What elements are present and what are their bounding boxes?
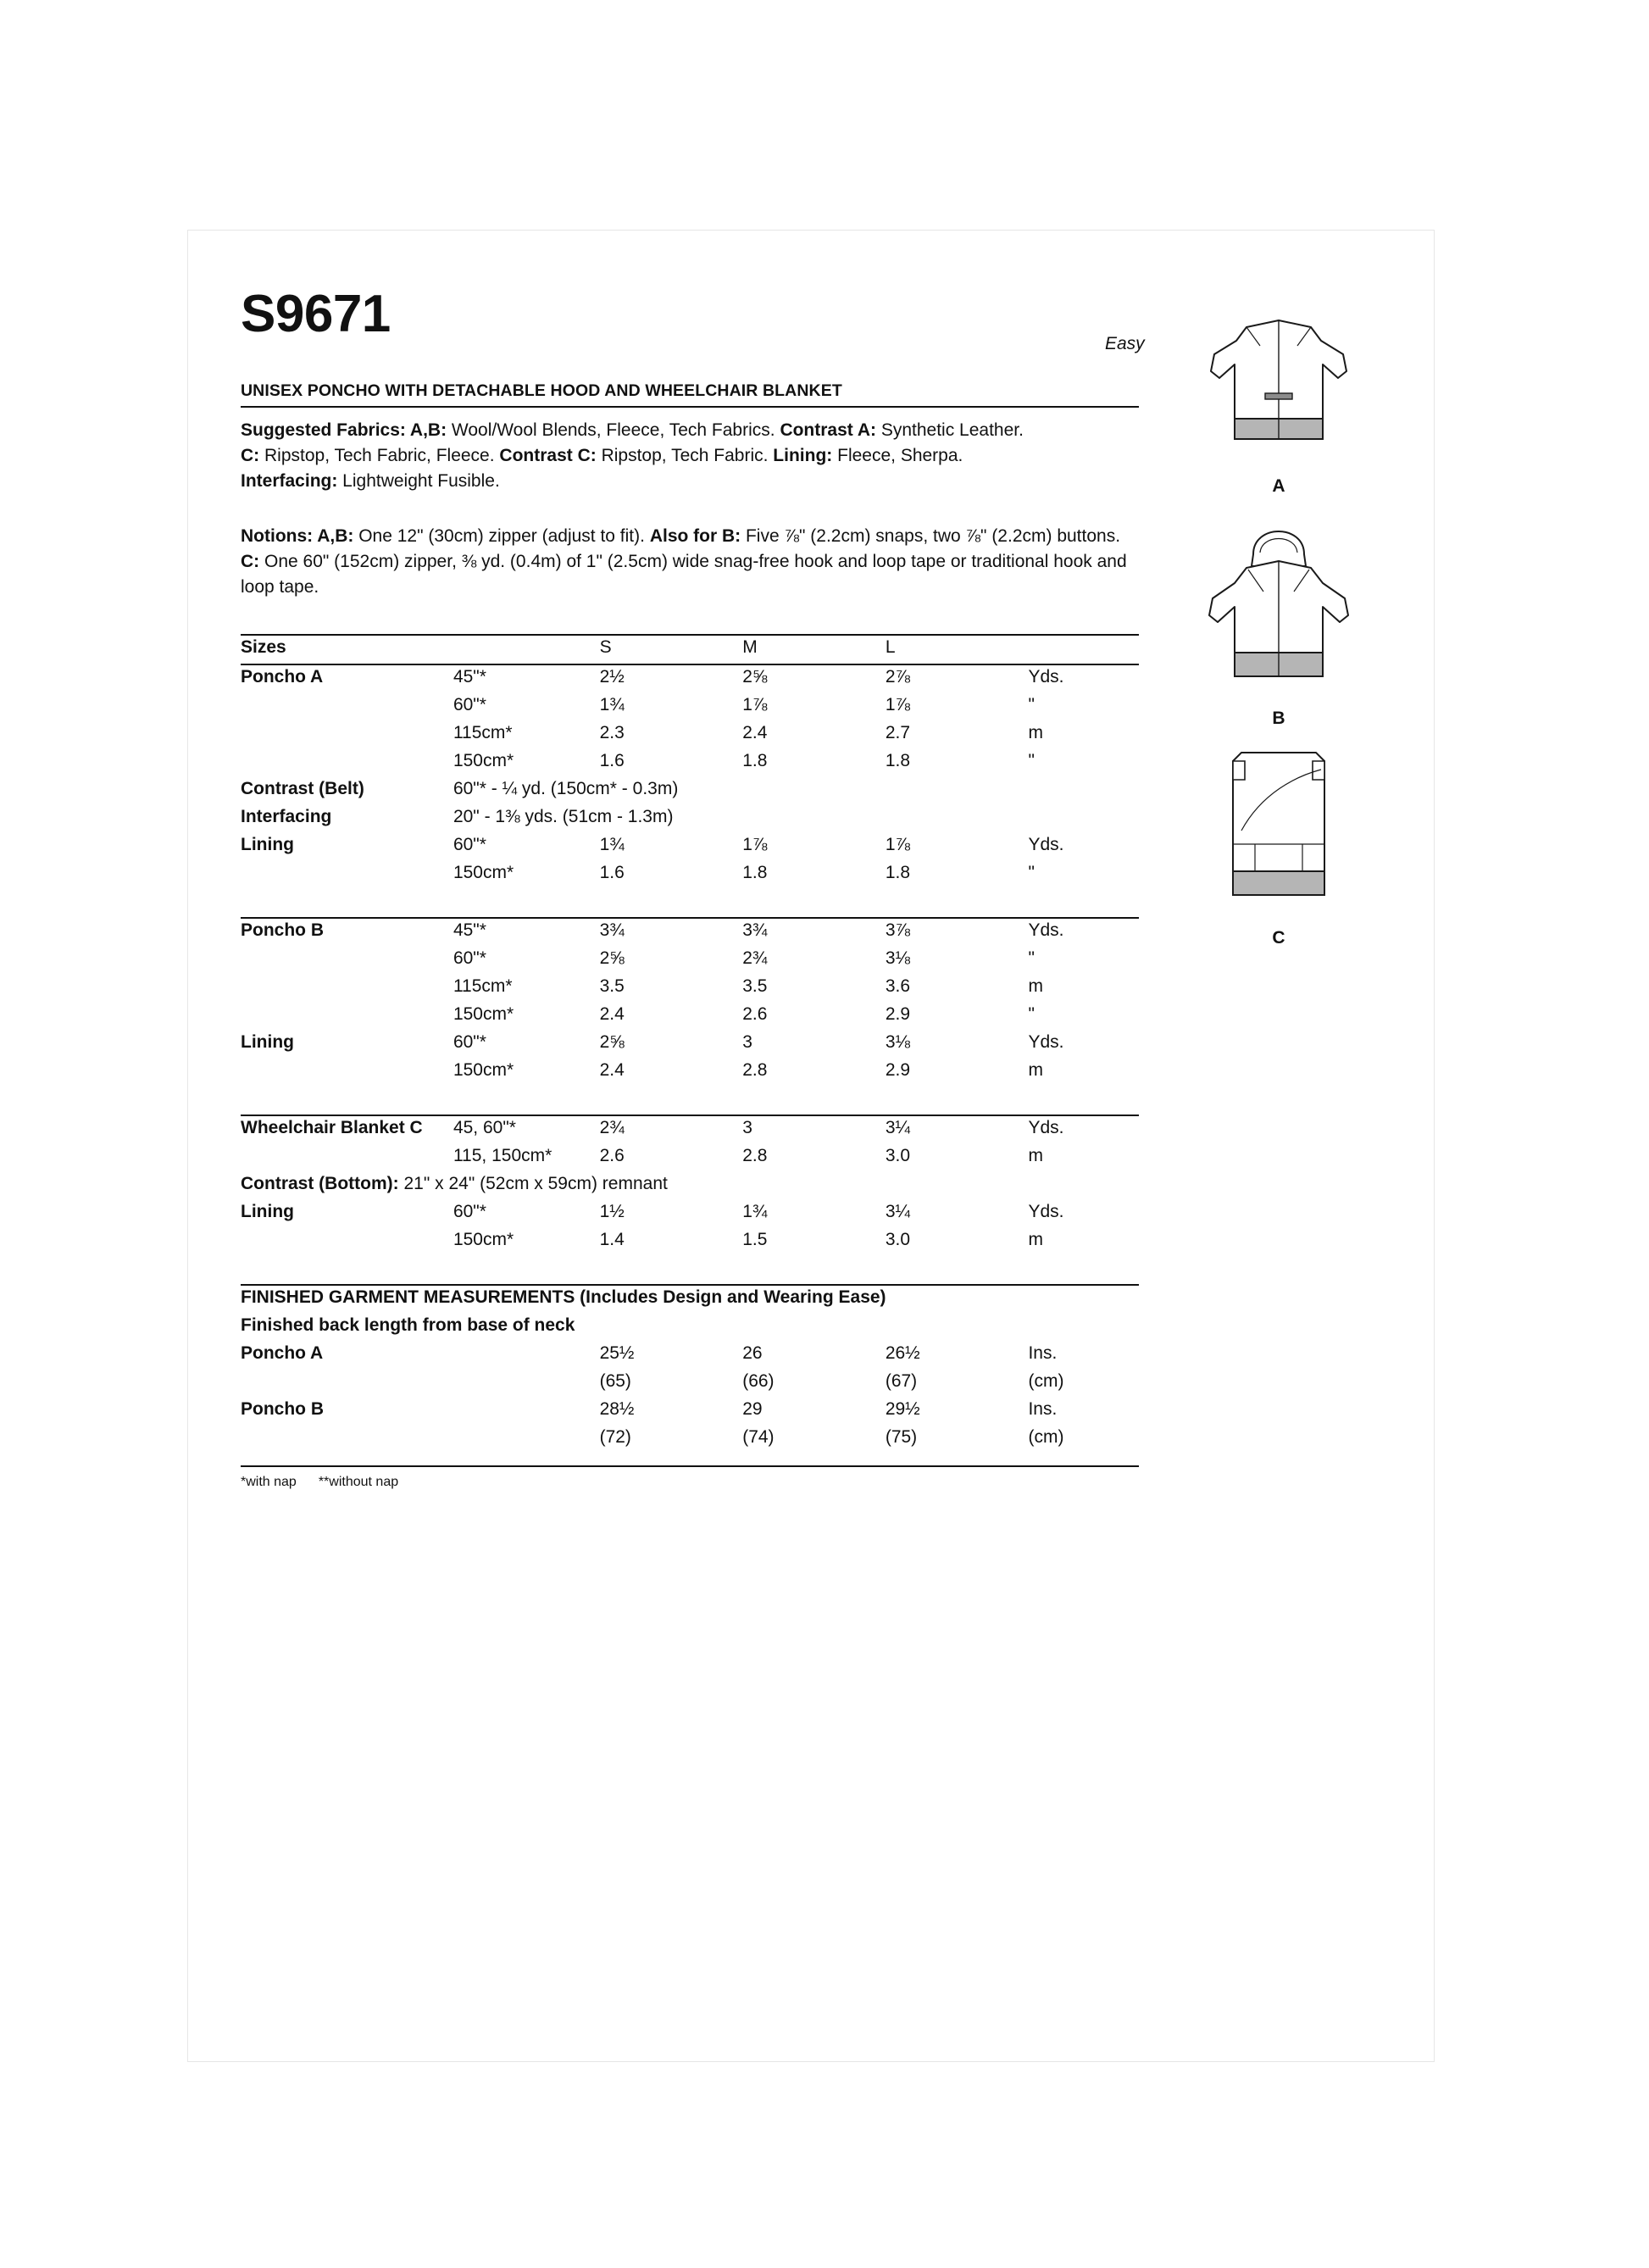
finished-measurements-heading: FINISHED GARMENT MEASUREMENTS (Includes Design and Wearing Ease) xyxy=(241,1285,1139,1314)
row-fabric-width: 60"* xyxy=(453,834,486,854)
row-unit: " xyxy=(1028,750,1035,770)
row-value-l: 1⅞ xyxy=(885,694,911,714)
table-row xyxy=(241,1115,1139,1144)
row-value-m: 1.8 xyxy=(742,862,768,882)
row-label xyxy=(241,1003,453,1031)
poncho-b-illustration xyxy=(1173,510,1385,729)
row-fabric-width xyxy=(453,1426,600,1454)
row-fabric-width: 60"* xyxy=(453,1031,486,1052)
table-row xyxy=(241,1342,1139,1370)
row-value-l: 1.8 xyxy=(885,750,911,770)
row-value-s: 28½ xyxy=(599,1398,635,1419)
table-row xyxy=(241,1398,1139,1426)
row-value-s: 2.4 xyxy=(599,1003,625,1024)
table-row xyxy=(241,861,1139,889)
row-value-l: 3.0 xyxy=(885,1145,911,1165)
column-header-width xyxy=(453,635,600,664)
row-unit: m xyxy=(1028,1229,1043,1249)
row-value-m: 3.5 xyxy=(742,976,768,996)
row-label: Lining xyxy=(241,834,294,854)
row-fabric-width: 45"* xyxy=(453,664,600,693)
wheelchair-blanket-c-illustration xyxy=(1173,742,1385,948)
row-label xyxy=(241,749,453,777)
pattern-title-bar xyxy=(241,381,1139,408)
yardage-chart xyxy=(241,634,1139,1454)
row-value-l: 2.9 xyxy=(885,1003,911,1024)
table-row xyxy=(241,975,1139,1003)
row-value-s: (72) xyxy=(599,1426,631,1447)
row-label xyxy=(241,1144,453,1172)
row-label: Wheelchair Blanket C xyxy=(241,1115,453,1144)
pattern-title: UNISEX PONCHO WITH DETACHABLE HOOD AND WHEELCHAIR BLANKET xyxy=(241,381,842,400)
row-label xyxy=(241,693,453,721)
footnote xyxy=(241,1465,1139,1490)
table-row xyxy=(241,1228,1139,1256)
row-unit: " xyxy=(1028,1003,1035,1024)
table-spacer-row xyxy=(241,1256,1139,1285)
row-value-m: 1.8 xyxy=(742,750,768,770)
row-fabric-width: 45, 60"* xyxy=(453,1115,600,1144)
row-value-l: 3⅞ xyxy=(886,918,1029,947)
row-label xyxy=(241,1370,453,1398)
row-value-m: 2.4 xyxy=(742,722,768,742)
row-value-l: 3⅛ xyxy=(885,1031,911,1052)
row-value-m: 26 xyxy=(742,1342,763,1363)
row-value-s: 2.6 xyxy=(599,1145,625,1165)
suggested-fabrics xyxy=(241,418,1139,493)
row-value-s: 25½ xyxy=(599,1342,635,1363)
row-value-s: 1.4 xyxy=(599,1229,625,1249)
row-unit: m xyxy=(1028,976,1043,996)
notions-label-c: C: xyxy=(241,552,260,572)
row-value-s: 2⅝ xyxy=(599,948,625,968)
row-unit: " xyxy=(1028,694,1035,714)
column-header-l: L xyxy=(886,635,1029,664)
table-row xyxy=(241,1200,1139,1228)
fabrics-label-contrast-c: Contrast C: xyxy=(499,445,597,465)
table-row xyxy=(241,1059,1139,1087)
row-label xyxy=(241,947,453,975)
row-unit: m xyxy=(1028,1059,1043,1080)
row-label: Contrast (Belt) xyxy=(241,778,364,798)
spacer-cell xyxy=(241,1087,1139,1115)
row-value-m: 2.8 xyxy=(742,1145,768,1165)
pattern-envelope-back xyxy=(188,231,1434,2061)
fabrics-text-interfacing: Lightweight Fusible. xyxy=(337,470,500,491)
row-unit: Ins. xyxy=(1028,1398,1058,1419)
table-row xyxy=(241,1003,1139,1031)
row-fabric-width: 115cm* xyxy=(453,722,513,742)
row-unit: (cm) xyxy=(1028,1370,1064,1391)
row-value-s: 1½ xyxy=(599,1201,625,1221)
row-value-l: 26½ xyxy=(885,1342,920,1363)
row-value-l: 29½ xyxy=(885,1398,920,1419)
footnote-with-nap: *with nap xyxy=(241,1474,297,1489)
row-fabric-width: 150cm* xyxy=(453,1229,514,1249)
row-span-value: 20" - 1⅜ yds. (51cm - 1.3m) xyxy=(453,806,674,826)
row-fabric-width: 115cm* xyxy=(453,976,513,996)
row-value-m: 29 xyxy=(742,1398,763,1419)
table-row xyxy=(241,664,1139,693)
table-row xyxy=(241,1370,1139,1398)
row-value-m: 3 xyxy=(742,1115,886,1144)
fabrics-label-interfacing: Interfacing: xyxy=(241,470,338,491)
row-unit: " xyxy=(1028,862,1035,882)
row-value-m: 1¾ xyxy=(742,1201,768,1221)
row-value-m: 3 xyxy=(742,1031,752,1052)
table-row xyxy=(241,693,1139,721)
poncho-a-illustration xyxy=(1173,312,1385,497)
row-value-s: 2½ xyxy=(600,664,743,693)
row-value-s: 1.6 xyxy=(599,862,625,882)
row-value-l: 3.0 xyxy=(885,1229,911,1249)
row-value-s: 2.3 xyxy=(599,722,625,742)
table-row xyxy=(241,833,1139,861)
row-value-l: 2.7 xyxy=(885,722,911,742)
row-value-s: 2⅝ xyxy=(599,1031,625,1052)
row-unit: m xyxy=(1028,722,1043,742)
row-fabric-width: 150cm* xyxy=(453,750,514,770)
table-row xyxy=(241,721,1139,749)
footnote-without-nap: **without nap xyxy=(318,1474,399,1489)
fabrics-label-contrast-a: Contrast A: xyxy=(780,420,876,440)
row-fabric-width xyxy=(453,1342,600,1370)
row-fabric-width: 150cm* xyxy=(453,1003,514,1024)
illustrations-column xyxy=(1173,312,1385,962)
row-value-m: 1.5 xyxy=(742,1229,768,1249)
table-row xyxy=(241,947,1139,975)
row-value-l: 2⅞ xyxy=(886,664,1029,693)
row-label: Poncho A xyxy=(241,664,453,693)
row-label xyxy=(241,1426,453,1454)
row-value-m: 2⅝ xyxy=(742,664,886,693)
table-row xyxy=(241,918,1139,947)
row-span-value: 60"* - ¼ yd. (150cm* - 0.3m) xyxy=(453,778,679,798)
fabrics-text-contrast-a: Synthetic Leather. xyxy=(876,420,1024,440)
row-unit: Ins. xyxy=(1028,1342,1058,1363)
fabrics-text-c: Ripstop, Tech Fabric, Fleece. xyxy=(259,445,500,465)
row-value-s: 3.5 xyxy=(599,976,625,996)
table-row xyxy=(241,1172,1139,1200)
row-value-l: 3⅛ xyxy=(885,948,911,968)
row-fabric-width: 150cm* xyxy=(453,862,514,882)
notions-section xyxy=(241,524,1139,599)
row-unit: Yds. xyxy=(1028,834,1064,854)
row-label: Poncho B xyxy=(241,918,453,947)
row-unit: (cm) xyxy=(1028,1426,1064,1447)
row-label: Lining xyxy=(241,1031,294,1052)
notions-text-c: One 60" (152cm) zipper, ⅜ yd. (0.4m) of 1" (2.5cm) wide snag-free hook and loop tape or traditional hook and loop tape. xyxy=(241,552,1127,598)
page-title: S9671 xyxy=(241,285,391,343)
row-value-m: 2.6 xyxy=(742,1003,768,1024)
row-value-m: 2.8 xyxy=(742,1059,768,1080)
fabrics-text-lining: Fleece, Sherpa. xyxy=(832,445,963,465)
row-unit: Yds. xyxy=(1028,1201,1064,1221)
row-label xyxy=(241,1228,453,1256)
row-label: Poncho A xyxy=(241,1342,324,1363)
row-unit: Yds. xyxy=(1028,1031,1064,1052)
column-header-unit xyxy=(1028,635,1139,664)
row-fabric-width xyxy=(453,1398,600,1426)
row-fabric-width: 150cm* xyxy=(453,1059,514,1080)
row-fabric-width: 60"* xyxy=(453,948,486,968)
row-label: Poncho B xyxy=(241,1398,324,1419)
table-spacer-row xyxy=(241,889,1139,918)
row-value-m: (66) xyxy=(742,1370,775,1391)
fabrics-label-lining: Lining: xyxy=(773,445,833,465)
table-row xyxy=(241,749,1139,777)
fabrics-label-c: C: xyxy=(241,445,260,465)
row-value-m: 1⅞ xyxy=(742,834,768,854)
poncho-b-label: B xyxy=(1272,709,1285,728)
finished-measurements-subheading-row xyxy=(241,1314,1139,1342)
row-value-m: 1⅞ xyxy=(742,694,768,714)
row-value-l: 3¼ xyxy=(886,1115,1029,1144)
row-label: Interfacing xyxy=(241,806,332,826)
row-value-l: 3¼ xyxy=(885,1201,911,1221)
row-value-l: (75) xyxy=(885,1426,918,1447)
notions-label-ab: Notions: A,B: xyxy=(241,526,354,547)
poncho-b-drawing xyxy=(1194,510,1363,705)
column-header-m: M xyxy=(742,635,886,664)
blanket-c-label: C xyxy=(1272,928,1285,948)
fabrics-text-contrast-c: Ripstop, Tech Fabric. xyxy=(596,445,774,465)
row-label: Lining xyxy=(241,1201,294,1221)
row-unit: Yds. xyxy=(1028,1115,1139,1144)
row-label xyxy=(241,721,453,749)
poncho-a-drawing xyxy=(1194,312,1363,473)
notions-text-ab: One 12" (30cm) zipper (adjust to fit). xyxy=(353,526,650,547)
row-value-m: 2¾ xyxy=(742,948,768,968)
row-fabric-width: 45"* xyxy=(453,918,600,947)
row-value-s: 3¾ xyxy=(600,918,743,947)
row-value-l: 1⅞ xyxy=(885,834,911,854)
fabrics-text-ab: Wool/Wool Blends, Fleece, Tech Fabrics. xyxy=(447,420,780,440)
blanket-c-drawing xyxy=(1194,742,1363,925)
row-value-l: (67) xyxy=(885,1370,918,1391)
spacer-cell xyxy=(241,1256,1139,1285)
table-row xyxy=(241,777,1139,805)
row-label xyxy=(241,975,453,1003)
column-header-sizes: Sizes xyxy=(241,635,453,664)
row-label: Contrast (Bottom): xyxy=(241,1173,399,1193)
row-fabric-width: 60"* xyxy=(453,1201,486,1221)
row-fabric-width: 60"* xyxy=(453,694,486,714)
table-row xyxy=(241,1144,1139,1172)
row-value-s: 2.4 xyxy=(599,1059,625,1080)
difficulty-label: Easy xyxy=(1105,334,1145,353)
row-unit: Yds. xyxy=(1028,664,1139,693)
table-spacer-row xyxy=(241,1087,1139,1115)
row-fabric-width: 115, 150cm* xyxy=(453,1145,552,1165)
finished-measurements-subheading: Finished back length from base of neck xyxy=(241,1315,575,1335)
row-value-m: (74) xyxy=(742,1426,775,1447)
row-value-m: 3¾ xyxy=(742,918,886,947)
row-value-l: 3.6 xyxy=(885,976,911,996)
row-value-l: 1.8 xyxy=(885,862,911,882)
row-unit: m xyxy=(1028,1145,1043,1165)
row-fabric-width xyxy=(453,1370,600,1398)
table-row xyxy=(241,805,1139,833)
notions-text-b: Five ⅞" (2.2cm) snaps, two ⅞" (2.2cm) buttons. xyxy=(741,526,1121,547)
fabrics-label-ab: Suggested Fabrics: A,B: xyxy=(241,420,447,440)
row-label xyxy=(241,861,453,889)
row-unit: " xyxy=(1028,948,1035,968)
row-value-s: 1.6 xyxy=(599,750,625,770)
table-row xyxy=(241,1031,1139,1059)
row-value-s: 2¾ xyxy=(600,1115,743,1144)
poncho-a-label: A xyxy=(1272,476,1285,496)
row-value-s: 1¾ xyxy=(599,694,625,714)
table-header-row xyxy=(241,635,1139,664)
column-header-s: S xyxy=(600,635,743,664)
table-row xyxy=(241,1426,1139,1454)
row-value-s: 1¾ xyxy=(599,834,625,854)
row-unit: Yds. xyxy=(1028,918,1139,947)
row-value-l: 2.9 xyxy=(885,1059,911,1080)
row-value-s: (65) xyxy=(599,1370,631,1391)
finished-measurements-heading-row xyxy=(241,1285,1139,1314)
notions-label-b: Also for B: xyxy=(649,526,741,547)
row-inline-note: Contrast (Bottom): 21" x 24" (52cm x 59cm) remnant xyxy=(241,1173,668,1193)
row-label xyxy=(241,1059,453,1087)
spacer-cell xyxy=(241,889,1139,918)
